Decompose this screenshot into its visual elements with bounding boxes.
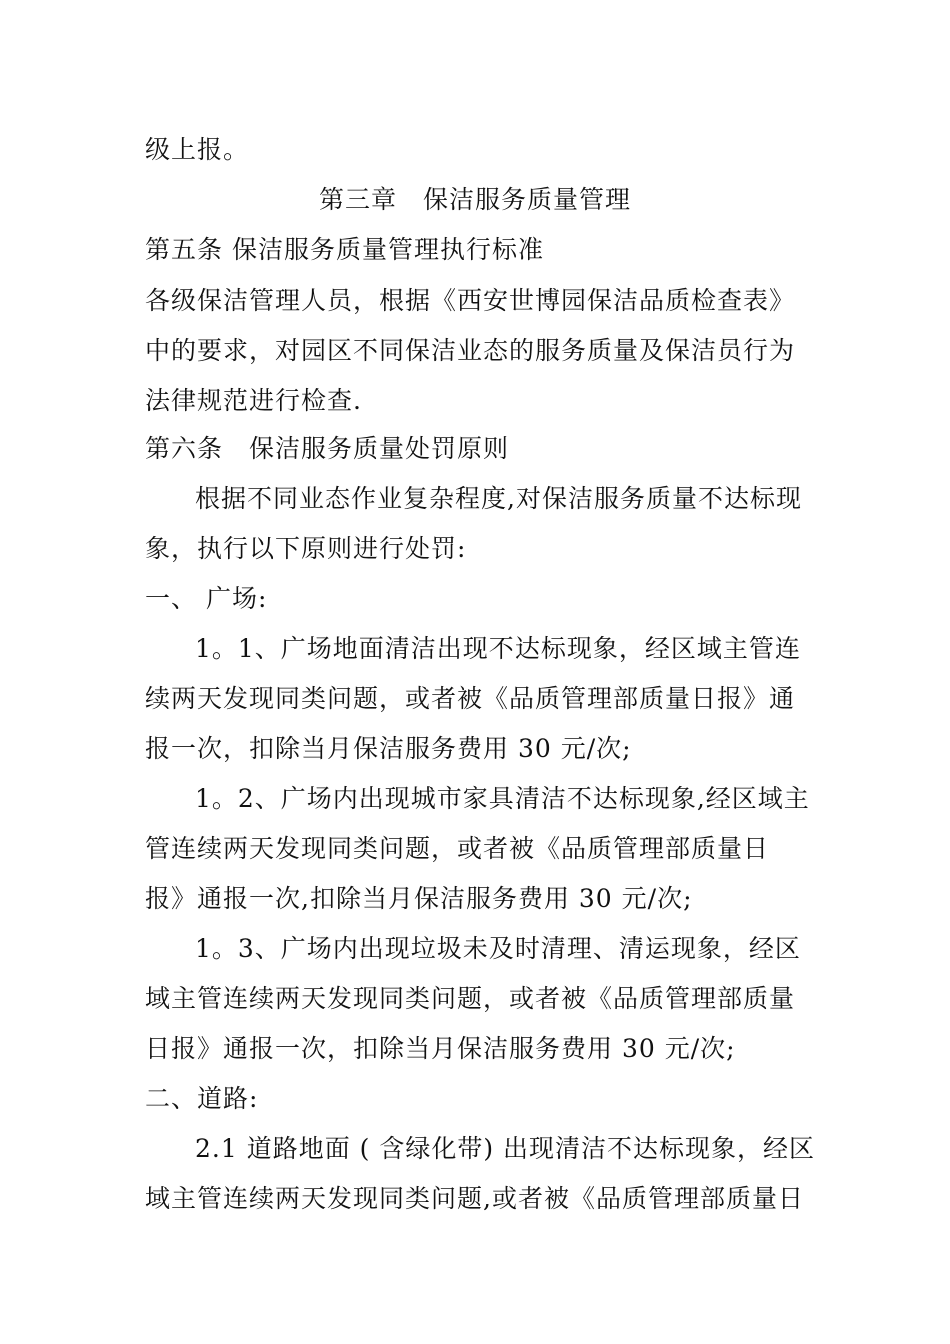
clause-line: 报》通报一次,扣除当月保洁服务费用 30 元/次;	[145, 884, 693, 913]
clause-line: 1。1、广场地面清洁出现不达标现象，经区域主管连	[195, 634, 801, 663]
chapter-heading: 第三章 保洁服务质量管理	[318, 185, 631, 214]
clause-line: 管连续两天发现同类问题，或者被《品质管理部质量日	[145, 834, 770, 863]
section-heading: 二、道路:	[145, 1084, 259, 1113]
paragraph-line: 法律规范进行检查.	[145, 386, 362, 415]
clause-line: 报一次，扣除当月保洁服务费用 30 元/次;	[145, 734, 632, 763]
clause-line: 2.1 道路地面 ( 含绿化带) 出现清洁不达标现象，经区	[195, 1134, 816, 1163]
paragraph-line: 根据不同业态作业复杂程度,对保洁服务质量不达标现	[195, 484, 802, 513]
paragraph-line: 象，执行以下原则进行处罚:	[145, 534, 467, 563]
section-heading: 一、 广场:	[145, 584, 268, 613]
paragraph-line: 级上报。	[145, 135, 250, 164]
clause-line: 1。3、广场内出现垃圾未及时清理、清运现象，经区	[195, 934, 801, 963]
clause-line: 域主管连续两天发现同类问题,或者被《品质管理部质量日	[145, 1184, 804, 1213]
clause-line: 1。2、广场内出现城市家具清洁不达标现象,经区域主	[195, 784, 810, 813]
clause-line: 续两天发现同类问题，或者被《品质管理部质量日报》通	[145, 684, 796, 713]
clause-line: 日报》通报一次，扣除当月保洁服务费用 30 元/次;	[145, 1034, 736, 1063]
article-heading: 第五条 保洁服务质量管理执行标准	[145, 235, 544, 264]
article-heading: 第六条 保洁服务质量处罚原则	[145, 434, 510, 463]
paragraph-line: 中的要求，对园区不同保洁业态的服务质量及保洁员行为	[145, 336, 796, 365]
paragraph-line: 各级保洁管理人员，根据《西安世博园保洁品质检查表》	[145, 286, 796, 315]
clause-line: 域主管连续两天发现同类问题，或者被《品质管理部质量	[145, 984, 796, 1013]
